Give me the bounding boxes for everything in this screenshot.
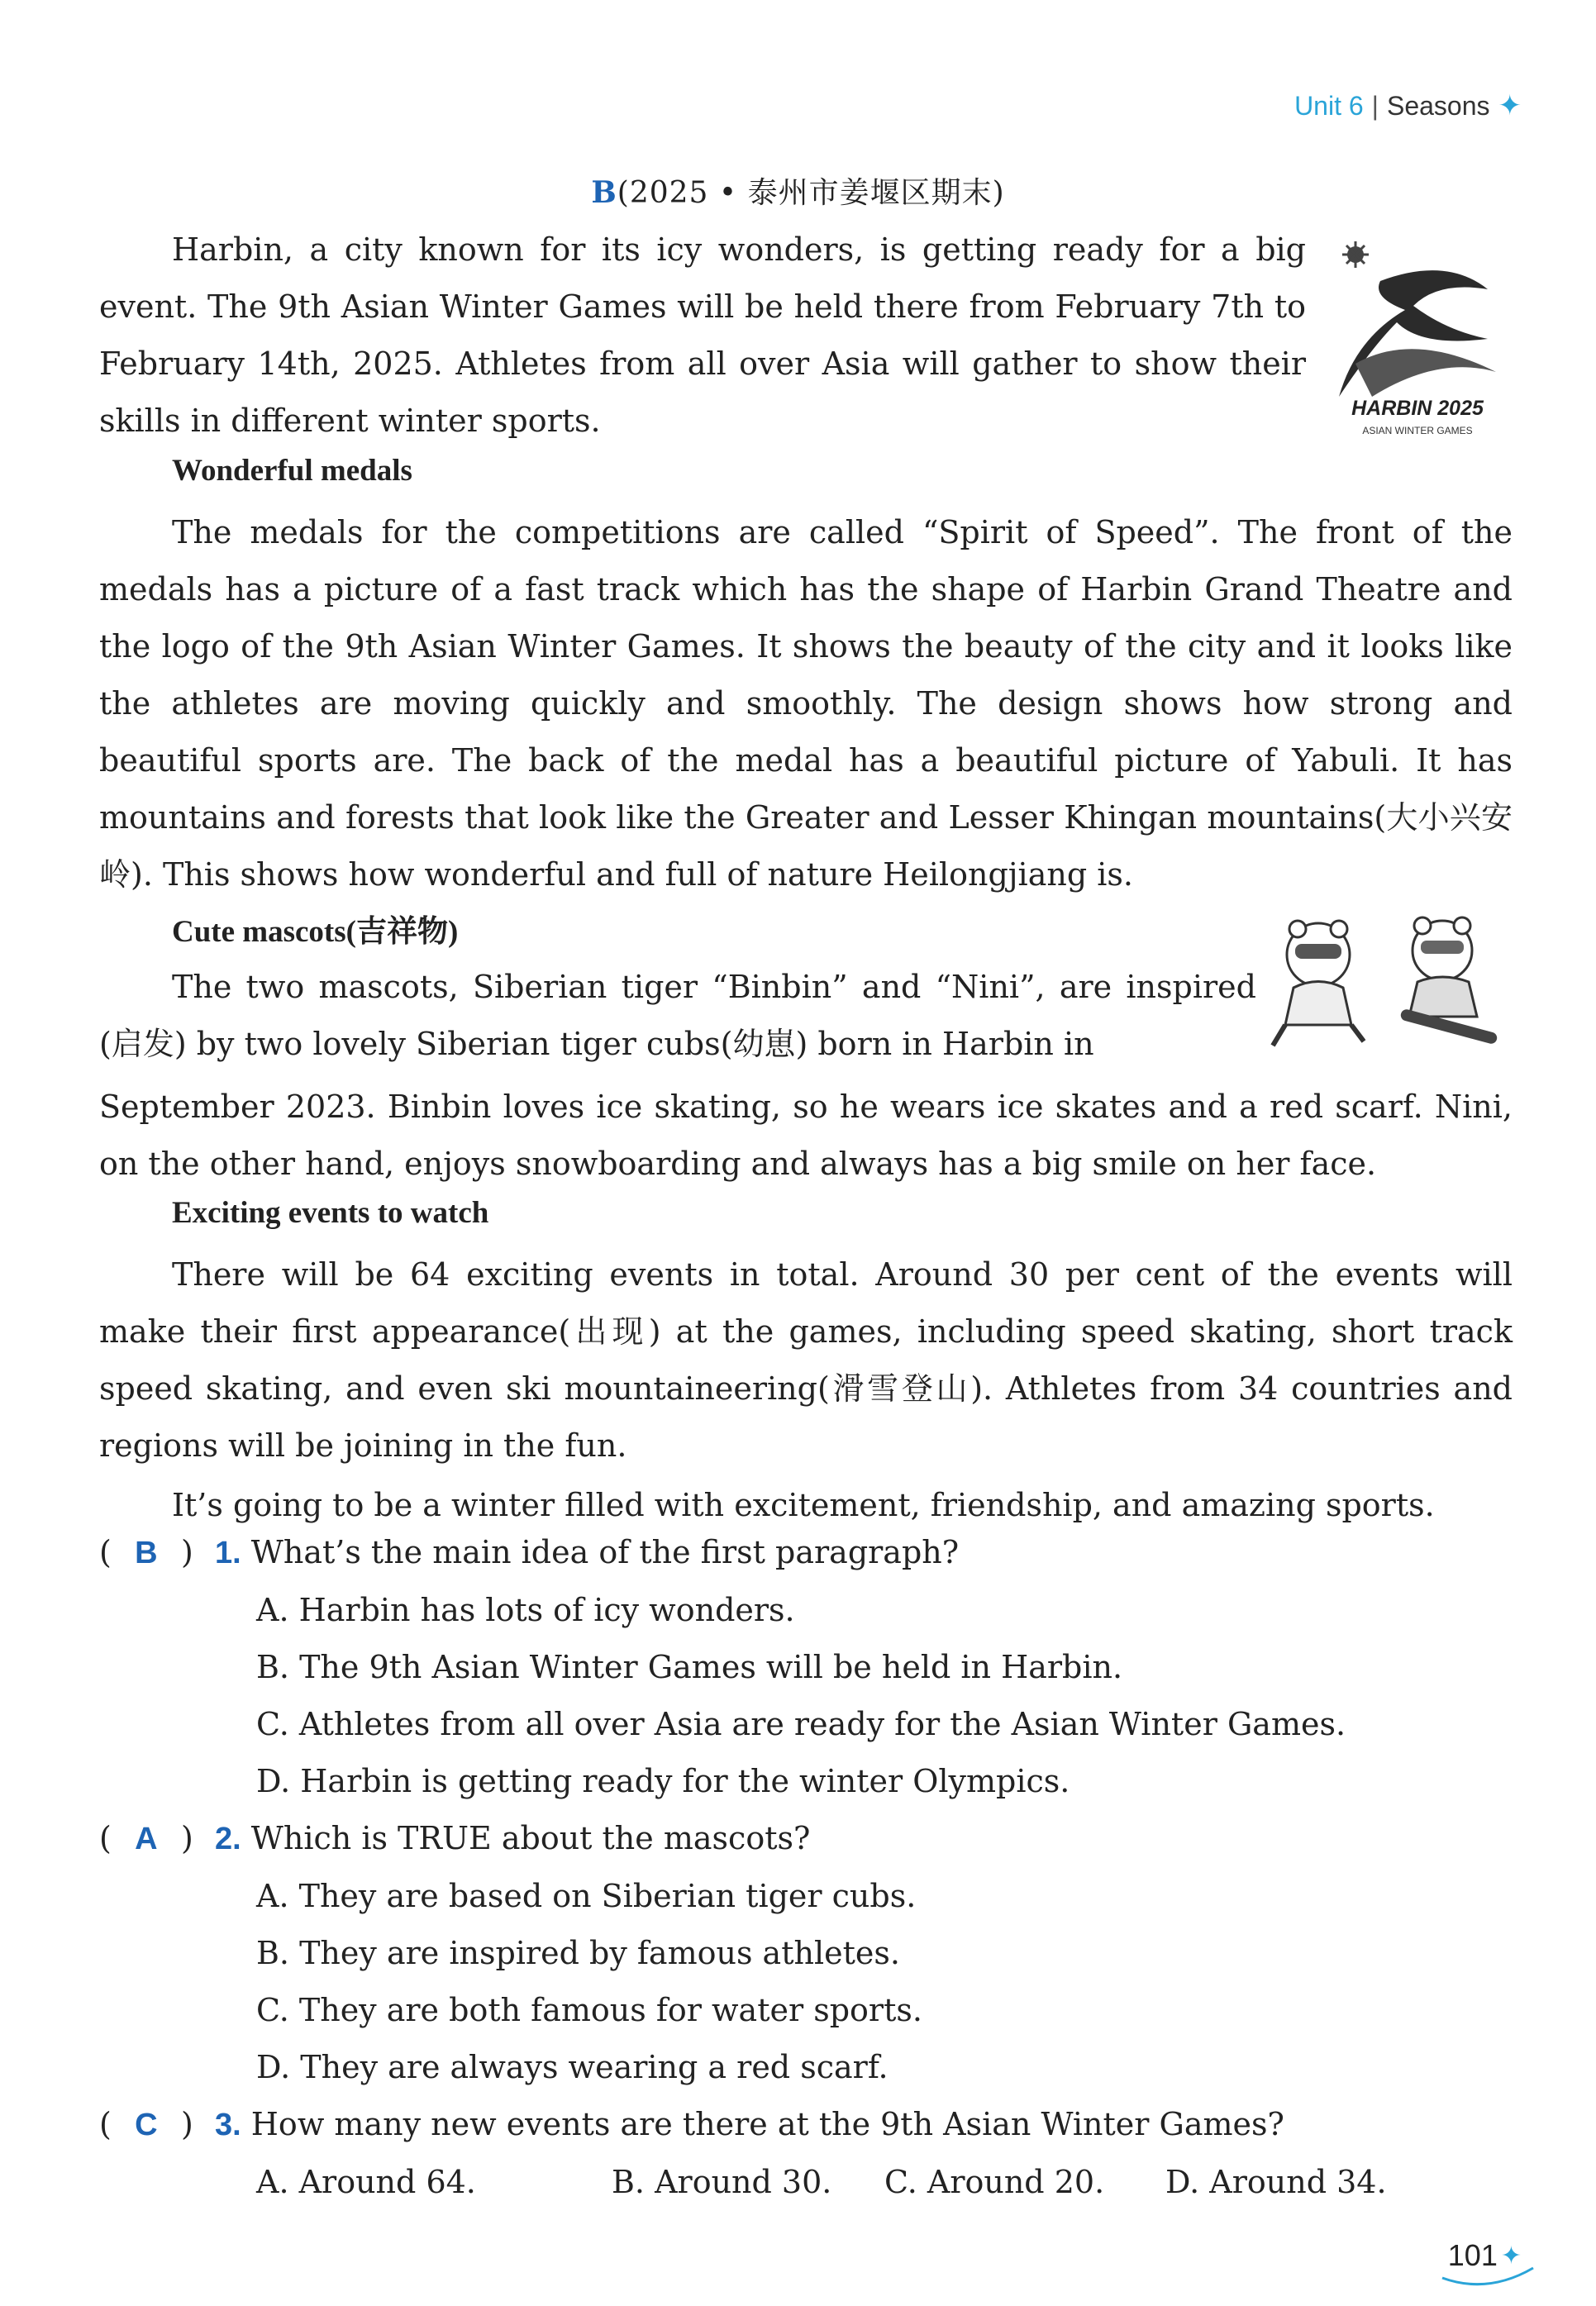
section-heading-medals: Wonderful medals: [172, 454, 412, 488]
option-1a[interactable]: A. Harbin has lots of icy wonders.: [256, 1592, 795, 1628]
snowflake-icon: [1342, 241, 1369, 268]
section-heading-events: Exciting events to watch: [172, 1196, 489, 1230]
logo-title: HARBIN 2025: [1351, 397, 1484, 420]
option-2a[interactable]: A. They are based on Siberian tiger cubs.: [256, 1878, 917, 1914]
mascots-illustration: [1260, 909, 1517, 1058]
mascots-paragraph-b: September 2023. Binbin loves ice skating, so he wears ice skates and a red scarf. Nini, on the other hand, enjoys snowboarding and always has a big smile on her face.: [99, 1089, 1513, 1182]
option-1b[interactable]: B. The 9th Asian Winter Games will be held in Harbin.: [256, 1649, 1123, 1685]
question-number: 1.: [215, 1536, 241, 1570]
page-arc-icon: [1438, 2253, 1537, 2286]
unit-label: Unit 6: [1294, 90, 1364, 121]
page-number: 101 ✦: [1448, 2238, 1522, 2273]
question-2: ( A ) 2. Which is TRUE about the mascots?: [99, 1820, 811, 1856]
logo-subtitle: ASIAN WINTER GAMES: [1362, 425, 1473, 436]
option-1d[interactable]: D. Harbin is getting ready for the winter Olympics.: [256, 1763, 1070, 1799]
answer-3[interactable]: C: [135, 2108, 158, 2142]
medals-paragraph: The medals for the competitions are called “Spirit of Speed”. The front of the medals has a picture of a fast track which has the shape of Harbin Grand Theatre and the logo of the 9th Asian Winter Games. It shows the beauty of the city and it looks like the athletes are moving quickly and smoothly. The design shows how strong and beautiful sports are. The back of the medal has a beautiful picture of Yabuli. It has mountains and forests that look like the Greater and Lesser Khingan mountains(大小兴安岭). This shows how wonderful and full of nature Heilongjiang is.: [99, 514, 1513, 893]
sparkle-icon: ✦: [1500, 2242, 1522, 2270]
closing-paragraph: It’s going to be a winter filled with excitement, friendship, and amazing sports.: [172, 1487, 1435, 1523]
section-heading-mascots: Cute mascots(吉祥物): [172, 915, 459, 949]
intro-paragraph: Harbin, a city known for its icy wonders, is getting ready for a big event. The 9th Asian Winter Games will be held there from February 7th to February 14th, 2025. Athletes from all over Asia will gather to show their skills in different winter sports.: [99, 231, 1306, 439]
answer-2[interactable]: A: [135, 1822, 158, 1856]
option-3c[interactable]: C. Around 20.: [884, 2164, 1105, 2200]
option-2c[interactable]: C. They are both famous for water sports.: [256, 1992, 922, 2028]
question-number: 3.: [215, 2108, 241, 2142]
harbin-2025-logo: [1322, 231, 1513, 446]
unit-title: Seasons: [1386, 90, 1490, 121]
events-paragraph: There will be 64 exciting events in total. Around 30 per cent of the events will make their first appearance(出现) at the games, including speed skating, short track speed skating, and even ski mountaineering(滑雪登山). Athletes from 34 countries and regions will be joining in the fun.: [99, 1256, 1513, 1464]
option-3a[interactable]: A. Around 64.: [256, 2164, 476, 2200]
binbin-mascot: [1273, 921, 1364, 1046]
question-text: Which is TRUE about the mascots?: [250, 1820, 811, 1856]
mascots-paragraph-a: The two mascots, Siberian tiger “Binbin” and “Nini”, are inspired (启发) by two lovely Siberian tiger cubs(幼崽) born in Harbin in: [99, 969, 1256, 1062]
sparkle-icon: ✦: [1498, 90, 1522, 121]
options-row-3: [256, 2164, 1387, 2200]
option-1c[interactable]: C. Athletes from all over Asia are ready for the Asian Winter Games.: [256, 1706, 1346, 1742]
page-header: [1294, 89, 1522, 122]
section-letter: B: [591, 175, 617, 210]
option-3b[interactable]: B. Around 30.: [612, 2164, 832, 2200]
header-separator: |: [1371, 90, 1379, 121]
option-2b[interactable]: B. They are inspired by famous athletes.: [256, 1935, 900, 1971]
nini-mascot: [1399, 917, 1498, 1045]
answer-1[interactable]: B: [135, 1536, 158, 1570]
question-text: How many new events are there at the 9th Asian Winter Games?: [250, 2106, 1284, 2142]
question-text: What’s the main idea of the first paragraph?: [250, 1534, 960, 1570]
question-number: 2.: [215, 1822, 241, 1856]
option-3d[interactable]: D. Around 34.: [1165, 2164, 1387, 2200]
question-3: ( C ) 3. How many new events are there at the 9th Asian Winter Games?: [99, 2106, 1284, 2142]
section-title: [0, 169, 1596, 212]
option-2d[interactable]: D. They are always wearing a red scarf.: [256, 2049, 889, 2085]
section-source: (2025 • 泰州市姜堰区期末): [617, 176, 1005, 210]
question-1: ( B ) 1. What’s the main idea of the first paragraph?: [99, 1534, 960, 1570]
